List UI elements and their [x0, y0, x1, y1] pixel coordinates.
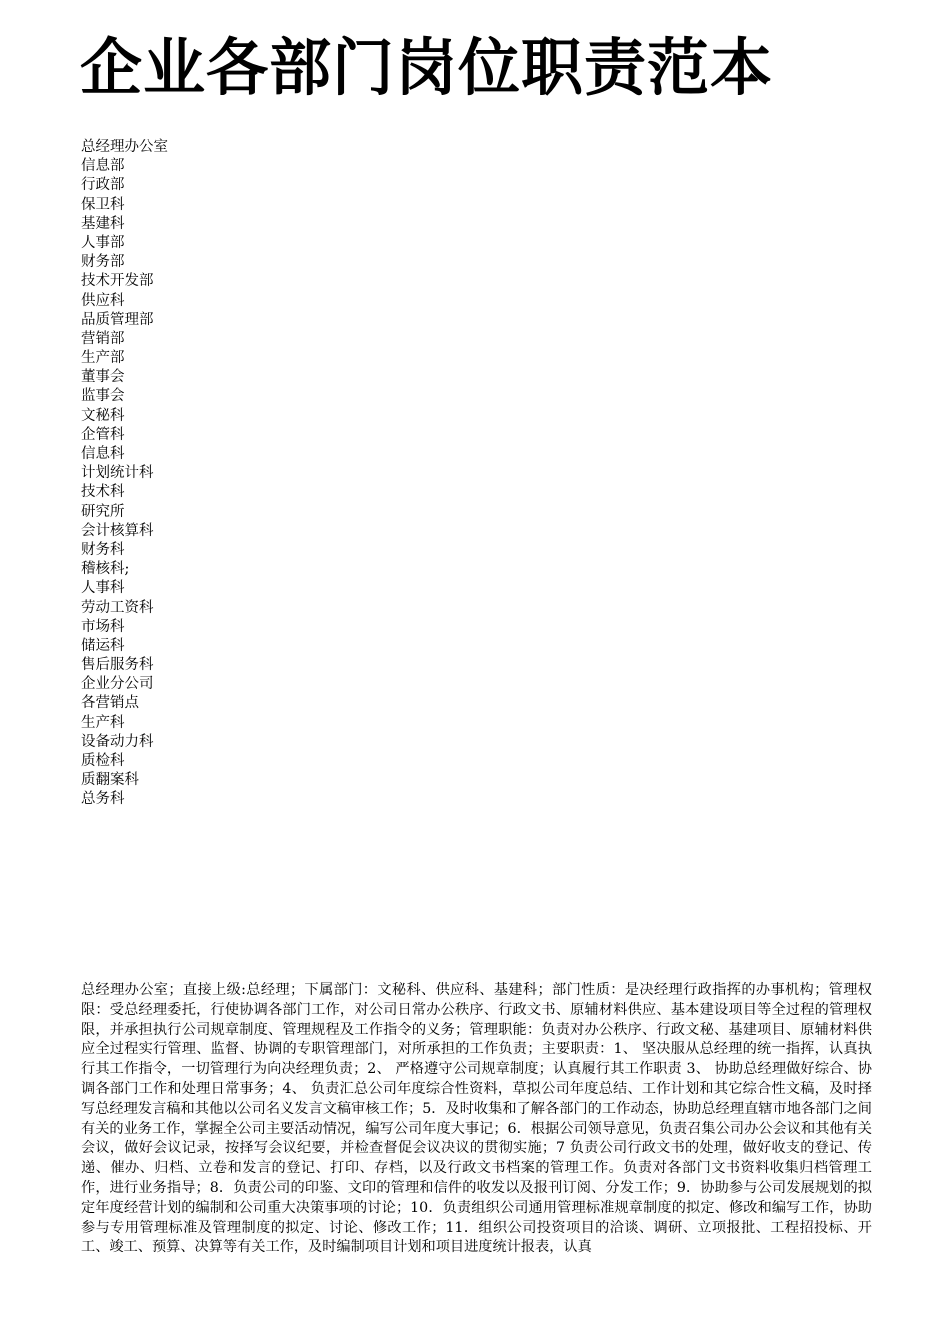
department-list-item: 财务部: [81, 254, 125, 271]
department-list-item: 营销部: [81, 330, 125, 347]
department-list-item: 基建科: [81, 215, 125, 232]
department-list-item: 技术科: [81, 484, 125, 501]
department-list-item: 人事科: [81, 580, 125, 597]
department-list-item: 稽核科;: [81, 561, 130, 578]
department-list-item: 研究所: [81, 503, 125, 520]
department-list-item: 市场科: [81, 618, 125, 635]
department-list-item: 行政部: [81, 177, 125, 194]
department-list-item: 信息部: [81, 158, 125, 175]
department-list-item: 总务科: [81, 791, 125, 808]
department-list-item: 文秘科: [81, 407, 125, 424]
department-list: [81, 138, 168, 810]
department-list-item: 生产科: [81, 714, 125, 731]
department-list-item: 生产部: [81, 350, 125, 367]
department-list-item: 监事会: [81, 388, 125, 405]
department-list-item: 供应科: [81, 292, 125, 309]
department-list-item: 储运科: [81, 637, 125, 654]
department-list-item: 品质管理部: [81, 311, 154, 328]
department-list-item: 质检科: [81, 753, 125, 769]
department-list-item: 各营销点: [81, 695, 139, 712]
department-list-item: 企业分公司: [81, 676, 154, 693]
department-list-item: 质翻案科: [81, 772, 139, 789]
department-list-item: 劳动工资科: [81, 599, 154, 616]
document-title: 企业各部门岗位职责范本: [80, 31, 774, 104]
department-list-item: 会计核算科: [81, 522, 154, 539]
department-list-item: 售后服务科: [81, 657, 154, 674]
department-list-item: 设备动力科: [81, 733, 154, 750]
department-list-item: 董事会: [81, 369, 125, 386]
department-list-item: 企管科: [81, 426, 125, 443]
department-list-item: 财务科: [81, 541, 125, 558]
department-list-item: 技术开发部: [81, 273, 154, 290]
department-list-item: 计划统计科: [81, 465, 154, 482]
body-paragraph: 总经理办公室；直接上级:总经理；下属部门：文秘科、供应科、基建科；部门性质：是决经理行政指挥的办事机构；管理权限：受总经理委托，行使协调各部门工作，对公司日常办公秩序、行政文书、原辅材料供应、基本建设项目等全过程的管理权限，并承担执行公司规章制度、管理规程及工作指令的义务；管理职能：负责对办公秩序、行政文秘、基建项目、原辅材料供应全过程实行管理、监督、协调的专职管理部门，对所承担的工作负责；主要职责：1、 坚决服从总经理的统一指挥，认真执行其工作指令，一切管理行为向决经理负责；2、 严格遵守公司规章制度；认真履行其工作职责 3、 协助总经理做好综合、协调各部门工作和处理日常事务；4、 负责汇总公司年度综合性资料，草拟公司年度总结、工作计划和其它综合性文稿，及时择写总经理发言稿和其他以公司名义发言文稿审核工作；5．及时收集和了解各部门的工作动态，协助总经理直辖市地各部门之间有关的业务工作，掌握全公司主要活动情况，编写公司年度大事记；6．根据公司领导意见，负责召集公司办公会议和其他有关会议，做好会议记录，按择写会议纪要，并检查督促会议决议的贯彻实施；7 负责公司行政文书的处理，做好收支的登记、传递、催办、归档、立卷和发言的登记、打印、存档，以及行政文书档案的管理工作。负责对各部门文书资料收集归档管理工作，进行业务指导；8．负责公司的印鉴、文印的管理和信件的收发以及报刊订阅、分发工作；9．协助参与公司发展规划的拟定年度经营计划的编制和公司重大决策事项的讨论；10．负责组织公司通用管理标准规章制度的拟定、修改和编写工作，协助参与专用管理标准及管理制度的拟定、讨论、修改工作；11．组织公司投资项目的洽谈、调研、立项报批、工程招投标、开工、竣工、预算、决算等有关工作，及时编制项目计划和项目进度统计报表，认真: [81, 982, 872, 1256]
department-list-item: 人事部: [81, 234, 125, 251]
department-list-item: 总经理办公室: [81, 139, 168, 155]
department-list-item: 信息科: [81, 446, 125, 462]
department-list-item: 保卫科: [81, 196, 125, 213]
